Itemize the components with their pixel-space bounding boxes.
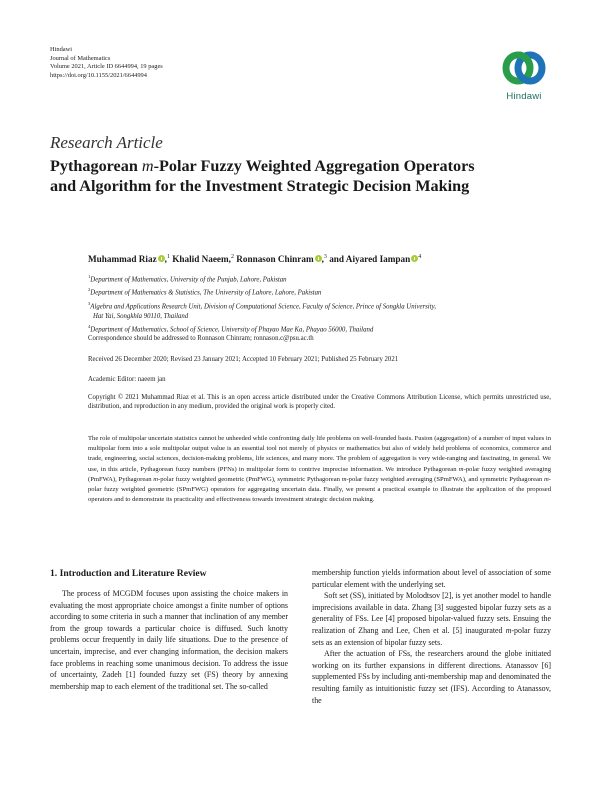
author-sup: 4 (418, 254, 422, 260)
affiliation-item (88, 272, 548, 285)
article-type: Research Article (50, 133, 163, 152)
affiliation-item (88, 299, 548, 312)
doi-link[interactable]: https://doi.org/10.1155/2021/6644994 (50, 71, 147, 79)
title-italic-m: m (141, 157, 154, 175)
body-text: Soft set (SS), initiated by Molodtsov [2], is yet another model to handle imprecisions available in data. Zhang [3] suggested bipolar fuzzy sets as a generality of FSs. Lee [4] proposed bipolar-valued fuzzy sets. Ensuing the realization of Zhang and Lee, Chen et al. [5] inaugurated (312, 591, 551, 635)
author-sup: 3 (323, 254, 327, 260)
author-name: Khalid Naeem, (172, 254, 231, 265)
academic-editor: Academic Editor: naeem jan (88, 376, 166, 383)
affiliation-item (88, 322, 548, 335)
body-paragraph: After the actuation of FSs, the researchers around the globe initiated working on its further expansions in different directions. Atanassov [6] supplemented FSs by including anti-membership map and denominated the resulting family as intuitionistic fuzzy set (IFS). According to Atanassov, the (312, 649, 551, 705)
affiliation-text: Department of Mathematics, University of the Punjab, Lahore, Pakistan (90, 276, 287, 284)
body-paragraph: membership function yields information about level of association of some particular element with the underlying set. (312, 568, 551, 589)
author-name: Muhammad Riaz (88, 254, 157, 265)
section-heading: 1. Introduction and Literature Review (50, 568, 207, 579)
journal-name: Journal of Mathematics (50, 54, 111, 62)
body-column-right (312, 567, 551, 706)
publication-dates: Received 26 December 2020; Revised 23 January 2021; Accepted 10 February 2021; Published 25 February 2021 (88, 356, 399, 363)
hindawi-logo (496, 46, 552, 106)
body-paragraph: The process of MCGDM focuses upon assisting the choice makers in evaluating the most appropriate choice amongst a finite number of options according to some criteria in such a manner that inclination of any member from the group towards a particular choice is diffused. Such knotty problems occur frequently in daily life situations. Due to the presence of uncertain, imprecise, and ever changing information, the decision makers face problems in reaching some unanimous decision. To address the issue of uncertainty, Zadeh [1] founded fuzzy set (FS) theory by annexing membership map to each element of the traditional set. The so-called (50, 589, 288, 691)
abstract-italic-m: m (458, 465, 464, 473)
affiliation-sup: 3 (88, 300, 91, 306)
abstract-text: -polar fuzzy weighted averaging (PmFWA), Pythagorean (88, 465, 551, 483)
author-sup: 2 (230, 254, 234, 260)
title-part-1: Pythagorean (50, 157, 142, 175)
abstract-italic-m: m (341, 475, 347, 483)
orcid-icon[interactable] (315, 255, 322, 262)
abstract (88, 434, 551, 505)
body-column-left (50, 588, 288, 692)
affiliations (88, 272, 548, 335)
author-name: Ronnason Chinram (236, 254, 314, 265)
paper-title (50, 156, 490, 196)
volume-line: Volume 2021, Article ID 6644994, 19 pages (50, 63, 163, 71)
affiliation-text: Hat Yai, Songkhla 90110, Thailand (93, 312, 189, 320)
author-list: Muhammad Riaz ,$^1$ Khalid Naeem,$^2$ Ronnason Chinram ,$^3$ and Aiyared Iampan $^4$ (88, 254, 422, 265)
affiliation-item (88, 285, 548, 298)
affiliation-text: Department of Mathematics & Statistics, The University of Lahore, Lahore, Pakistan (90, 289, 322, 297)
correspondence: Correspondence should be addressed to Ronnason Chinram; ronnason.c@psu.ac.th (88, 335, 314, 342)
body-text: -polar fuzzy sets as an extension of bipolar fuzzy sets. (312, 625, 551, 647)
abstract-text: -polar fuzzy weighted geometric (PmFWG), symmetric Pythagorean (158, 475, 342, 483)
hindawi-wordmark: Hindawi (506, 91, 542, 102)
author-sup: 1 (166, 254, 170, 260)
abstract-italic-m: m (544, 475, 549, 483)
title-part-2: -Polar Fuzzy Weighted Aggregation Operators and Algorithm for the Investment Strategic Decision Making (50, 157, 475, 195)
journal-meta (50, 46, 163, 80)
hindawi-rings-icon (501, 46, 547, 90)
abstract-text: -polar fuzzy weighted averaging (SPmFWA), and symmetric Pythagorean (346, 475, 545, 483)
affiliation-text: Department of Mathematics, School of Science, University of Phayao Mae Ka, Phayao 56000, Thailand (90, 326, 374, 334)
author-name: and Aiyared Iampan (329, 254, 411, 265)
orcid-icon[interactable] (411, 255, 418, 262)
abstract-italic-m: m (153, 475, 159, 483)
affiliation-item (88, 312, 548, 322)
copyright-notice: Copyright © 2021 Muhammad Riaz et al. This is an open access article distributed under the Creative Commons Attribution License, which permits unrestricted use, distribution, and reproduction in any medium, provided the original work is properly cited. (88, 394, 551, 411)
abstract-text: The role of multipolar uncertain statistics cannot be unheeded while confronting daily life problems on well-founded basis. Fusion (aggregation) of a number of input values in multipolar form into a sole multipolar output value is an essential tool not merely of physics or mathematics but also of widely held problems of economics, commerce and trade, engineering, social sciences, decision-making problems, life sciences, and many more. The problem of aggregation is very wide-ranging and fascinating, in general. We use, in this article, Pythagorean fuzzy numbers (PFNs) in multipolar form to contrive imprecise information. We introduce Pythagorean (88, 435, 551, 473)
affiliation-sup: 2 (88, 287, 91, 293)
orcid-icon[interactable] (158, 255, 165, 262)
affiliation-sup: 4 (88, 323, 91, 329)
publisher-name: Hindawi (50, 46, 73, 53)
body-paragraph (312, 590, 551, 648)
abstract-text: -polar fuzzy weighted geometric (SPmFWG) operators for aggregating uncertain data. Finally, we present a practical example to illustrate the application of the proposed operators and to demonstrate its practicality and effectiveness towards investment strategic decision making. (88, 475, 551, 504)
affiliation-text: Algebra and Applications Research Unit, Division of Computational Science, Faculty of Science, Prince of Songkla University, (90, 302, 436, 310)
affiliation-sup: 1 (88, 274, 91, 279)
body-italic-m: m (505, 625, 512, 635)
